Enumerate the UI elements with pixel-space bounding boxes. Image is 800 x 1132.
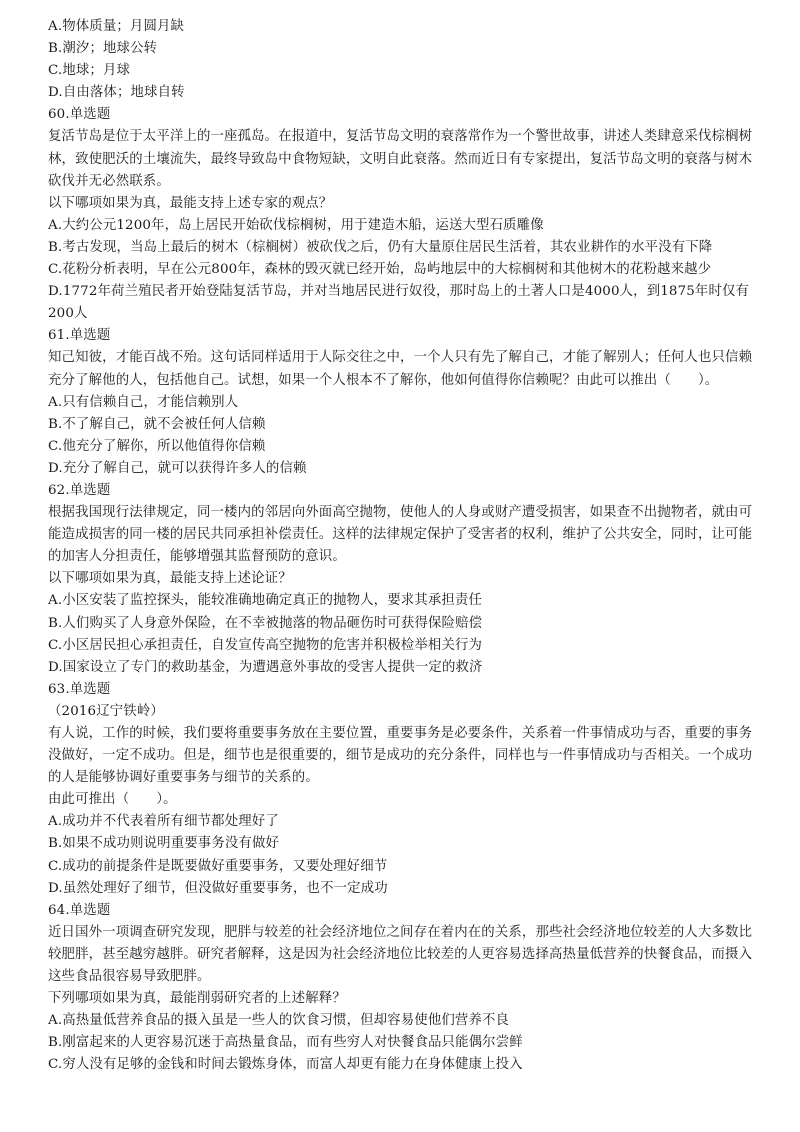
q59-option-b: B.潮汐；地球公转 bbox=[48, 41, 158, 57]
q61-option-b: B.不了解自己，就不会被任何人信赖 bbox=[48, 416, 266, 432]
q64-question: 下列哪项如果为真，最能削弱研究者的上述解释？ bbox=[48, 991, 346, 1007]
q64-header: 64.单选题 bbox=[48, 902, 111, 918]
q63-option-d: D.虽然处理好了细节，但没做好重要事务，也不一定成功 bbox=[48, 880, 388, 896]
q63-option-a: A.成功并不代表着所有细节都处理好了 bbox=[48, 814, 279, 830]
q62-question: 以下哪项如果为真，最能支持上述论证？ bbox=[48, 571, 292, 587]
q63-option-b: B.如果不成功则说明重要事务没有做好 bbox=[48, 836, 280, 852]
q62-option-c: C.小区居民担心承担责任，自发宣传高空抛物的危害并积极检举相关行为 bbox=[48, 637, 483, 653]
q60-option-b: B.考古发现，当岛上最后的树木（棕榈树）被砍伐之后，仍有大量原住居民生活着，其农业耕作的水平没有下降 bbox=[48, 239, 713, 255]
q60-option-a: A.大约公元1200年，岛上居民开始砍伐棕榈树，用于建造木船，运送大型石质雕像 bbox=[48, 217, 544, 233]
q64-option-b: B.刚富起来的人更容易沉迷于高热量食品，而有些穷人对快餐食品只能偶尔尝鲜 bbox=[48, 1035, 523, 1051]
q61-stem: 知己知彼，才能百战不殆。这句话同样适用于人际交往之中，一个人只有先了解自己，才能了解别人；任何人也只信赖充分了解他的人，包括他自己。试想，如果一个人根本不了解你，他如何值得你信赖呢？由此可以推出（ ）。 bbox=[48, 350, 753, 388]
q64-option-c: C.穷人没有足够的金钱和时间去锻炼身体，而富人却更有能力在身体健康上投入 bbox=[48, 1057, 523, 1073]
q63-header: 63.单选题 bbox=[48, 681, 111, 697]
q63-stem: 有人说，工作的时候，我们要将重要事务放在主要位置，重要事务是必要条件，关系着一件事情成功与否，重要的事务没做好，一定不成功。但是，细节也是很重要的，细节是成功的充分条件，同样也与一件事情成功与否相关。一个成功的人是能够协调好重要事务与细节的关系的。 bbox=[48, 726, 753, 786]
q59-option-d: D.自由落体；地球自转 bbox=[48, 85, 185, 101]
q61-option-a: A.只有信赖自己，才能信赖别人 bbox=[48, 394, 239, 410]
q60-option-d: D.1772年荷兰殖民者开始登陆复活节岛，并对当地居民进行奴役，那时岛上的土著人口是4000人，到1875年时仅有200人 bbox=[48, 284, 750, 322]
q60-option-c: C.花粉分析表明，早在公元800年，森林的毁灭就已经开始，岛屿地层中的大棕榈树和其他树木的花粉越来越少 bbox=[48, 262, 712, 278]
q61-option-d: D.充分了解自己，就可以获得许多人的信赖 bbox=[48, 460, 307, 476]
q62-option-d: D.国家设立了专门的救助基金，为遭遇意外事故的受害人提供一定的救济 bbox=[48, 659, 483, 675]
q62-stem: 根据我国现行法律规定，同一楼内的邻居向外面高空抛物，使他人的人身或财产遭受损害，如果查不出抛物者，就由可能造成损害的同一楼的居民共同承担补偿责任。这样的法律规定保护了受害者的权利，维护了公共安全，同时，让可能的加害人分担责任，能够增强其监督预防的意识。 bbox=[48, 505, 753, 565]
q63-source: （2016辽宁铁岭） bbox=[48, 703, 164, 719]
q63-question: 由此可推出（ ）。 bbox=[48, 792, 177, 808]
q62-option-b: B.人们购买了人身意外保险，在不幸被抛落的物品砸伤时可获得保险赔偿 bbox=[48, 615, 483, 631]
q61-option-c: C.他充分了解你，所以他值得你信赖 bbox=[48, 438, 266, 454]
q60-question: 以下哪项如果为真，最能支持上述专家的观点？ bbox=[48, 195, 333, 211]
q59-option-c: C.地球；月球 bbox=[48, 63, 131, 79]
q60-stem: 复活节岛是位于太平洋上的一座孤岛。在报道中，复活节岛文明的衰落常作为一个警世故事，讲述人类肆意采伐棕榈树林，致使肥沃的土壤流失，最终导致岛中食物短缺，文明自此衰落。然而近日有专家提出，复活节岛文明的衰落与树木砍伐并无必然联系。 bbox=[48, 129, 753, 189]
q63-option-c: C.成功的前提条件是既要做好重要事务，又要处理好细节 bbox=[48, 858, 388, 874]
q64-option-a: A.高热量低营养食品的摄入虽是一些人的饮食习惯，但却容易使他们营养不良 bbox=[48, 1013, 510, 1029]
q59-option-a: A.物体质量；月圆月缺 bbox=[48, 19, 185, 34]
q61-header: 61.单选题 bbox=[48, 328, 111, 344]
q60-header: 60.单选题 bbox=[48, 107, 111, 123]
exam-page bbox=[48, 16, 760, 1077]
q62-option-a: A.小区安装了监控探头，能较准确地确定真正的抛物人，要求其承担责任 bbox=[48, 593, 482, 609]
q62-header: 62.单选题 bbox=[48, 482, 111, 498]
q64-stem: 近日国外一项调查研究发现，肥胖与较差的社会经济地位之间存在着内在的关系，那些社会经济地位较差的人大多数比较肥胖，甚至越穷越胖。研究者解释，这是因为社会经济地位比较差的人更容易选择高热量低营养的快餐食品，而摄入这些食品很容易导致肥胖。 bbox=[48, 924, 753, 985]
